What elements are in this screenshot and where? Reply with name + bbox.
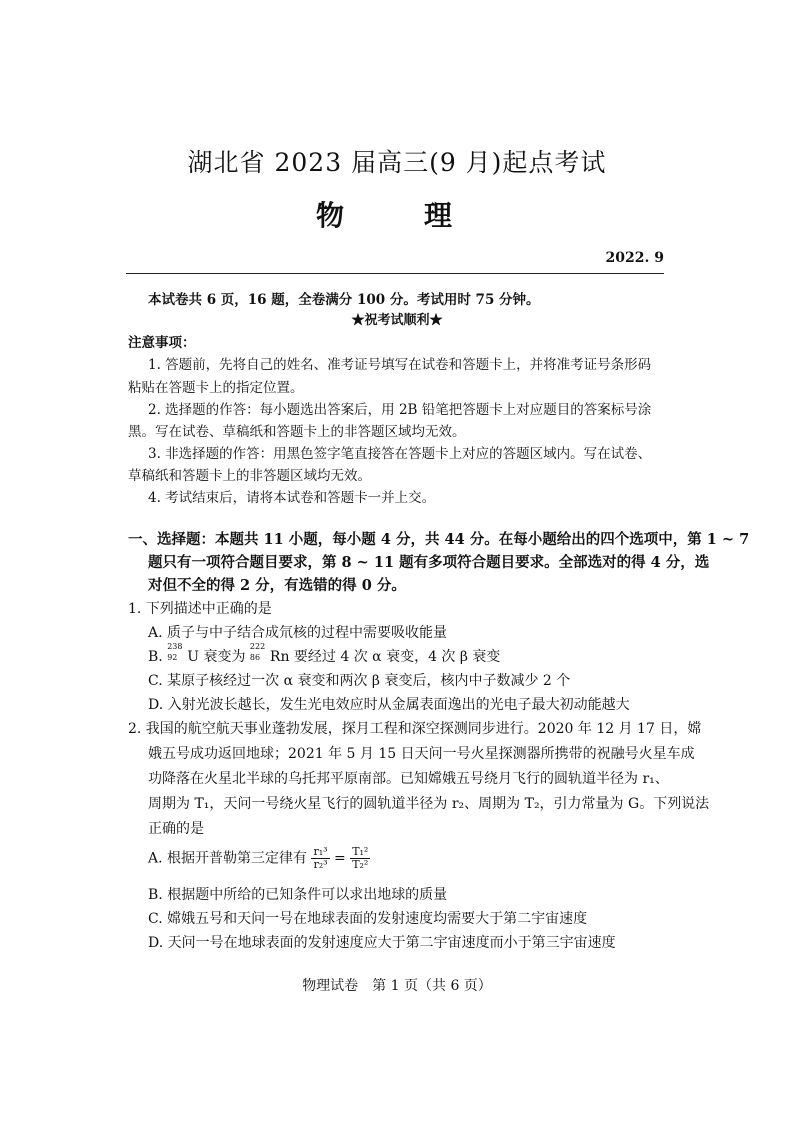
exam-summary: 本试卷共 6 页，16 题，全卷满分 100 分。考试用时 75 分钟。 <box>148 292 540 308</box>
good-luck-banner: ★祝考试顺利★ <box>351 313 443 328</box>
question-1-stem: 1. 下列描述中正确的是 <box>128 601 272 617</box>
question-2-stem: 娥五号成功返回地球；2021 年 5 月 15 日天问一号火星探测器所携带的祝融号火星车成 <box>148 746 695 762</box>
header-divider <box>126 273 664 274</box>
question-2-stem: 功降落在火星北半球的乌托邦平原南部。已知嫦娥五号绕月飞行的圆轨道半径为 r₁、 <box>148 771 669 787</box>
fraction: $\frac{\text{r₁³}}{\text{r₂³}}$ <box>313 845 328 871</box>
q1-option-a: A. 质子与中子结合成氘核的过程中需要吸收能量 <box>148 625 448 641</box>
note-line: 草稿纸和答题卡上的非答题区域均无效。 <box>128 468 371 484</box>
nuclide-notation: 238 92 <box>167 642 183 662</box>
note-line: 1. 答题前，先将自己的姓名、准考证号填写在试卷和答题卡上，并将准考证号条形码 <box>148 357 652 373</box>
note-line: 4. 考试结束后，请将本试卷和答题卡一并上交。 <box>148 490 436 506</box>
note-line: 粘贴在答题卡上的指定位置。 <box>128 380 304 396</box>
question-2-stem: 正确的是 <box>148 821 204 837</box>
note-line: 黑。写在试卷、草稿纸和答题卡上的非答题区域均无效。 <box>128 424 466 440</box>
q2-option-c: C. 嫦娥五号和天问一号在地球表面的发射速度均需要大于第二宇宙速度 <box>148 911 588 927</box>
section-heading: 题只有一项符合题目要求，第 8 ~ 11 题有多项符合题目要求。全部选对的得 4 分，选 <box>148 554 710 571</box>
q2-option-a: A. 根据开普勒第三定律有 $\frac{\text{r₁³}}{\text{r₂³}}$ = $\frac{\text{T₁²}}{\text{T₂²}}$ <box>148 845 369 871</box>
note-line: 2. 选择题的作答：每小题选出答案后，用 2B 铅笔把答题卡上对应题目的答案标号涂 <box>148 402 652 418</box>
q1-option-c: C. 某原子核经过一次 α 衰变和两次 β 衰变后，核内中子数减少 2 个 <box>148 673 571 689</box>
notes-title: 注意事项： <box>128 335 196 351</box>
section-heading: 一、选择题：本题共 11 小题，每小题 4 分，共 44 分。在每小题给出的四个选项中，第 1 ~ 7 <box>128 531 750 548</box>
exam-title: 湖北省 2023 届高三(9 月)起点考试 <box>187 148 607 177</box>
question-2-stem: 周期为 T₁，天问一号绕火星飞行的圆轨道半径为 r₂、周期为 T₂，引力常量为 G。下列说法 <box>148 796 710 812</box>
exam-date: 2022. 9 <box>605 250 664 266</box>
q2-option-b: B. 根据题中所给的已知条件可以求出地球的质量 <box>148 887 448 903</box>
q1-option-b: B. 238 92 U 衰变为 222 86 Rn 要经过 4 次 α 衰变，4 次 β 衰变 <box>148 642 501 665</box>
question-2-stem: 2. 我国的航空航天事业蓬勃发展，探月工程和深空探测同步进行。2020 年 12 月 17 日，嫦 <box>128 721 702 737</box>
fraction: $\frac{\text{T₁²}}{\text{T₂²}}$ <box>352 845 369 871</box>
subject-title: 物 理 <box>315 199 478 232</box>
note-line: 3. 非选择题的作答：用黑色签字笔直接答在答题卡上对应的答题区域内。写在试卷、 <box>148 446 652 462</box>
section-heading: 对但不全的得 2 分，有选错的得 0 分。 <box>148 577 406 594</box>
page-footer: 物理试卷 第 1 页（共 6 页） <box>302 978 492 994</box>
nuclide-notation: 222 86 <box>249 642 266 662</box>
q1-option-d: D. 入射光波长越长，发生光电效应时从金属表面逸出的光电子最大初动能越大 <box>148 697 630 713</box>
q2-option-d: D. 天问一号在地球表面的发射速度应大于第二宇宙速度而小于第三宇宙速度 <box>148 935 616 951</box>
